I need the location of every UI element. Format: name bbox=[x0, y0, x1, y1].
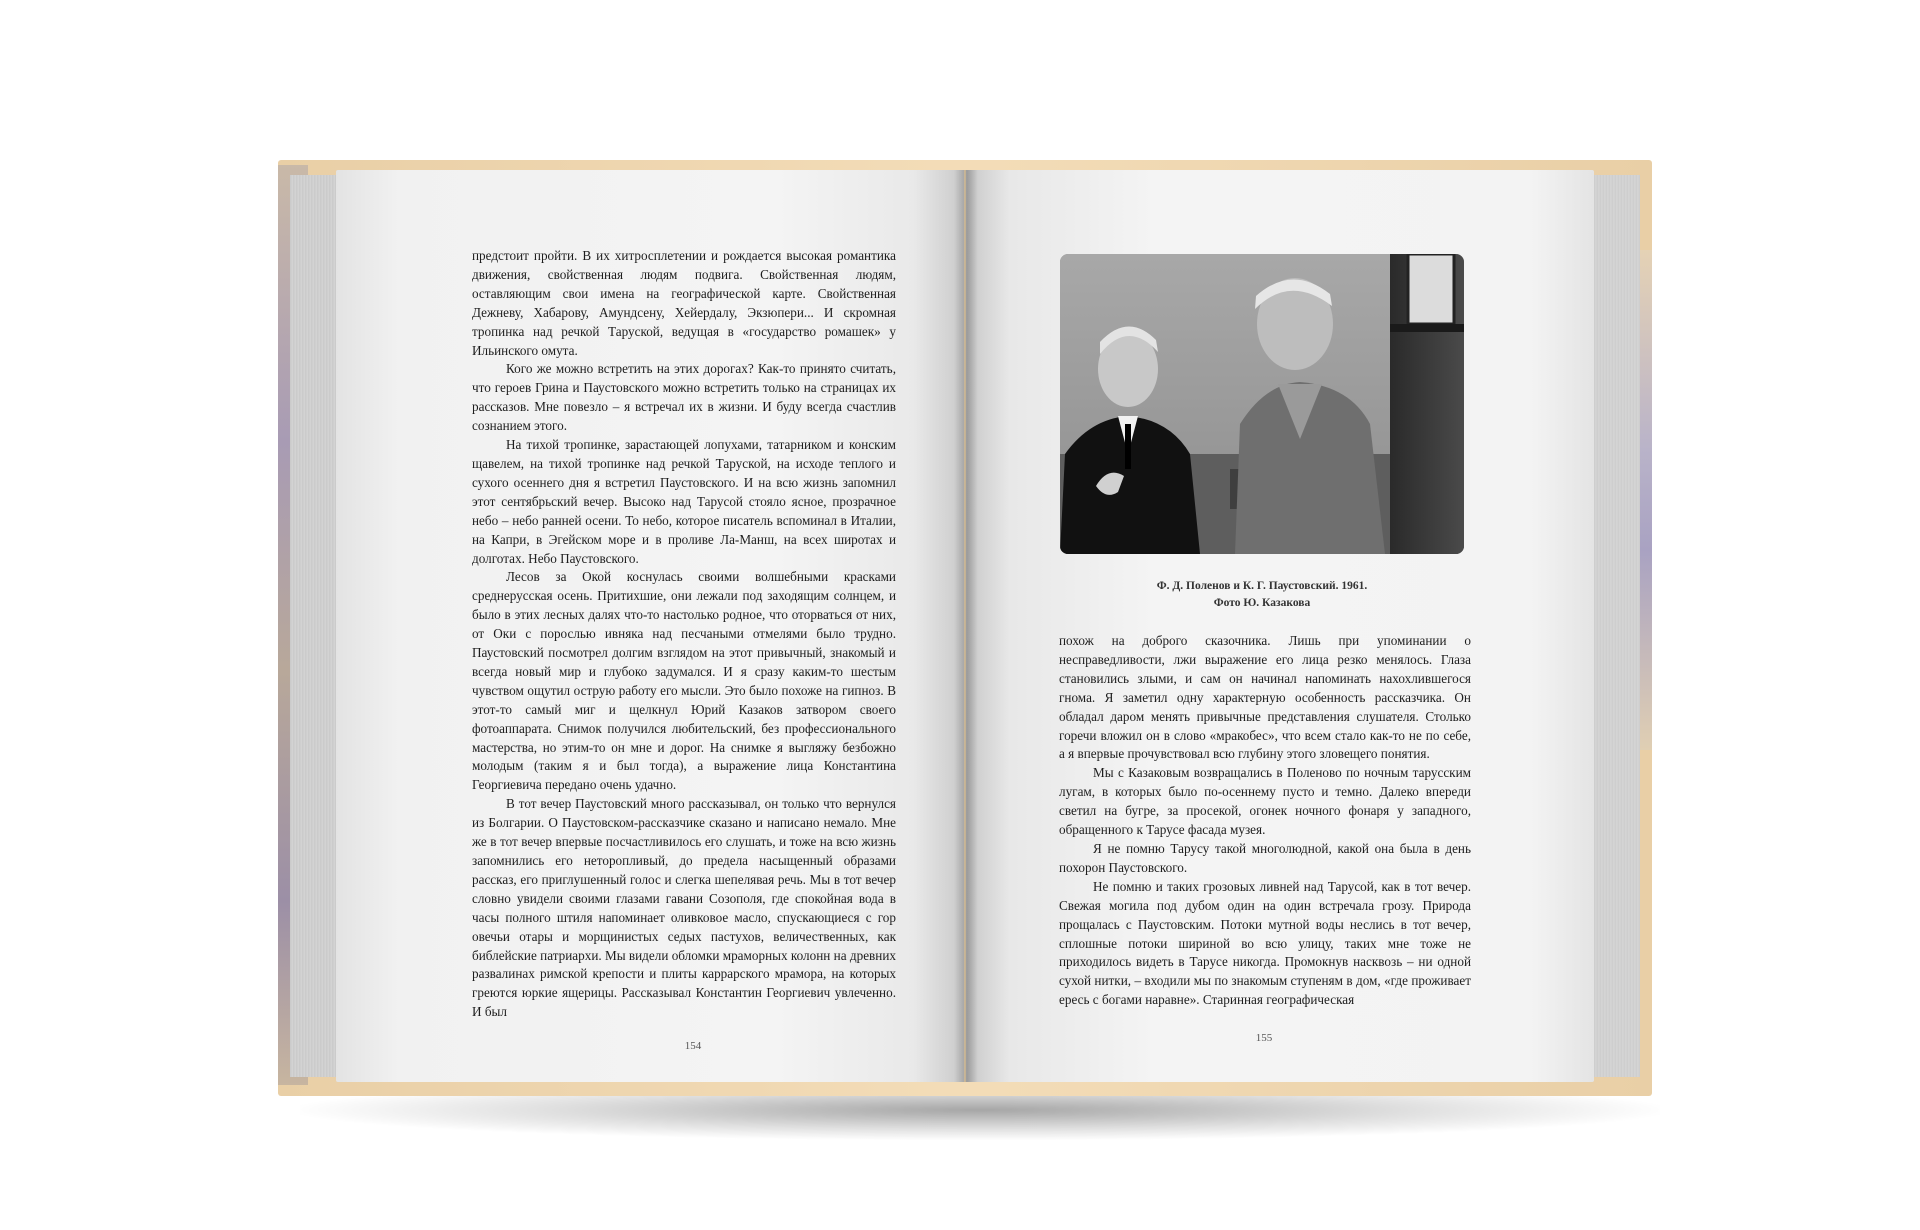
caption-line: Фото Ю. Казакова bbox=[1213, 597, 1311, 609]
paragraph: В тот вечер Паустовский много рассказывал, он только что вернулся из Болгарии. О Паустовском-рассказчике сказано и написано немало. Мне же в тот вечер впервые посчастливилось его слушать, и тоже на всю жизнь запомнились его неторопливый, до предела насыщенный образами рассказ, его приглушенный голос и слегка шепелявая речь. Мы в тот вечер словно увидели своими глазами гавани Созополя, где спокойная вода в часы полного штиля напоминает оливковое масло, спускающиеся с гор овечьи отары и морщинистых седых пастухов, величественных, как библейские патриархи. Мы видели обломки мраморных колонн на древних развалинах римской крепости и плиты каррарского мрамора, на которых греются юркие ящерицы. Рассказывал Константин Георгиевич увлеченно. И был bbox=[472, 796, 896, 1020]
caption-line: Ф. Д. Поленов и К. Г. Паустовский. 1961. bbox=[1156, 580, 1368, 592]
photo-caption bbox=[1060, 578, 1464, 612]
book-gutter bbox=[954, 170, 978, 1082]
page-edges-left bbox=[290, 175, 338, 1077]
photo-image bbox=[1060, 254, 1464, 554]
paragraph: Мы с Казаковым возвращались в Поленово по ночным тарусским лугам, в которых было по-осеннему пусто и темно. Далеко впереди светил на бугре, за просекой, огонек ночного фонаря у западного, обращенного к Тарусе фасада музея. bbox=[1059, 765, 1471, 838]
paragraph: похож на доброго сказочника. Лишь при упоминании о несправедливости, лжи выражение его лица резко менялось. Глаза становились злыми, и сам он начинал напоминать нахохлившегося гнома. Я заметил одну характерную особенность рассказчика. Он обладал даром менять привычные представления слушателя. Столько горечи вложил он в слово «мракобес», что всем стало как-то не по себе, а я впервые прочувствовал всю глубину этого зловещего понятия. bbox=[1059, 633, 1471, 762]
page-number-left: 154 bbox=[684, 1040, 702, 1052]
page-number-right: 155 bbox=[1255, 1032, 1273, 1044]
paragraph: Не помню и таких грозовых ливней над Тарусой, как в тот вечер. Свежая могила под дубом один на один встречала грозу. Природа прощалась с Паустовским. Потоки мутной воды неслись в тот вечер, сплошные потоки шириной во всю улицу, таких мне тоже не приходилось видеть в Тарусе никогда. Промокнув насквозь – ни одной сухой нитки, – входили мы по знакомым ступеням в дом, «где проживает ересь с богами наравне». Старинная географическая bbox=[1059, 878, 1471, 1008]
paragraph: предстоит пройти. В их хитросплетении и рождается высокая романтика движения, свойственная людям подвига. Свойственная людям, оставляющим свои имена на географической карте. Свойственная Дежневу, Хабарову, Амундсену, Хейердалу, Экзюпери... И скромная тропинка над речкой Таруской, ведущая в «государство ромашек» у Ильинского омута. bbox=[472, 248, 896, 358]
paragraph: На тихой тропинке, зарастающей лопухами, татарником и конским щавелем, на тихой тропинке над речкой Таруской, на исходе теплого и сухого осеннего дня я встретил Паустовского. И на всю жизнь запомнил этот сентябрьский вечер. Высоко над Тарусой стояло ясное, прозрачное небо – небо ранней осени. То небо, которое писатель вспоминал в Италии, на Капри, в Эгейском море и в проливе Ла-Манш, на всех широтах и долготах. Небо Паустовского. bbox=[472, 437, 896, 566]
page-edges-right bbox=[1592, 175, 1640, 1077]
paragraph: Я не помню Тарусу такой многолюдной, какой она была в день похорон Паустовского. bbox=[1059, 840, 1471, 875]
left-page-text bbox=[472, 247, 896, 1022]
right-page-text bbox=[1059, 632, 1471, 1010]
paragraph: Лесов за Окой коснулась своими волшебными красками среднерусская осень. Притихшие, они лежали под заходящим солнцем, и было в этих лесных далях что-то настолько родное, что оторваться от них, от Оки с порослью ивняка над песчаными отмелями было трудно. Паустовский посмотрел долгим взглядом на этот привычный, знакомый и всегда новый мир и глубоко задумался. И я сразу каким-то шестым чувством ощутил острую работу его мысли. Это было похоже на гипноз. В этот-то самый миг и щелкнул Юрий Казаков затвором своего фотоаппарата. Снимок получился любительский, без профессионального мастерства, но этим-то он мне и дорог. На снимке я выгляжу безбожно молодым (таким я и был тогда), а выражение лица Константина Георгиевича передано очень удачно. bbox=[472, 569, 896, 793]
paragraph: Кого же можно встретить на этих дорогах? Как-то принято считать, что героев Грина и Паустовского можно встретить только на страницах их рассказов. Мне повезло – я встречал их в жизни. И буду всегда счастлив сознанием этого. bbox=[472, 361, 896, 434]
photo-polenov-paustovsky bbox=[1060, 254, 1464, 554]
